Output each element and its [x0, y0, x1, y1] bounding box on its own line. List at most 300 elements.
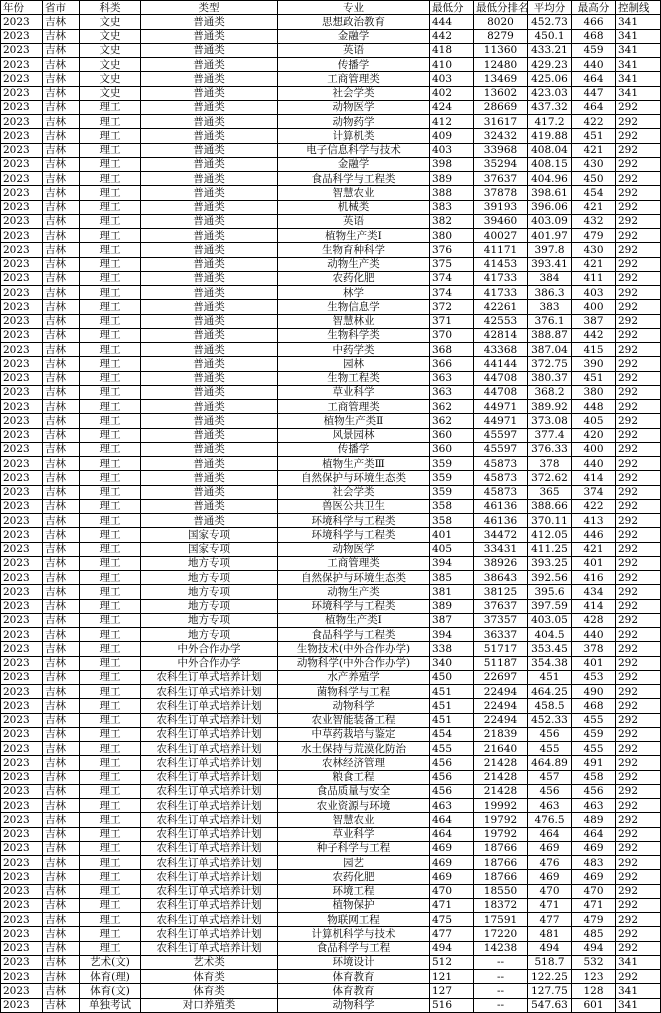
- col-year: 2023: [1, 556, 43, 570]
- col-control-line: 292: [616, 499, 661, 513]
- col-subject: 文史: [80, 29, 141, 43]
- col-avg-score: 476.5: [528, 813, 572, 827]
- col-year: 2023: [1, 442, 43, 456]
- col-avg-score: 469: [528, 870, 572, 884]
- col-subject: 体育(文): [80, 984, 141, 998]
- col-control-line: 292: [616, 571, 661, 585]
- col-year: 2023: [1, 756, 43, 770]
- col-province: 吉林: [43, 385, 80, 399]
- col-min-score: 463: [430, 799, 474, 813]
- col-subject: 理工: [80, 799, 141, 813]
- col-avg-score: 378: [528, 457, 572, 471]
- col-max-score: 450: [572, 172, 616, 186]
- col-control-line: 292: [616, 400, 661, 414]
- col-year: 2023: [1, 898, 43, 912]
- col-type: 农科生订单式培养计划: [141, 727, 278, 741]
- col-min-score: 387: [430, 613, 474, 627]
- col-control-line: 292: [616, 100, 661, 114]
- col-province: 吉林: [43, 799, 80, 813]
- col-avg-score: 412.05: [528, 528, 572, 542]
- table-row: [1, 300, 661, 314]
- col-type: 普通类: [141, 257, 278, 271]
- col-min-score: 375: [430, 257, 474, 271]
- col-major: 动物生产类: [278, 257, 430, 271]
- col-control-line: 292: [616, 157, 661, 171]
- col-control-line: 292: [616, 286, 661, 300]
- col-province: 吉林: [43, 129, 80, 143]
- col-province: 吉林: [43, 656, 80, 670]
- col-subject: 理工: [80, 898, 141, 912]
- col-type: 普通类: [141, 442, 278, 456]
- table-row: [1, 514, 661, 528]
- col-control-line: 341: [616, 15, 661, 29]
- table-row: [1, 485, 661, 499]
- col-max-score: 434: [572, 585, 616, 599]
- col-min-score: 451: [430, 699, 474, 713]
- col-subject: 理工: [80, 286, 141, 300]
- table-row: [1, 72, 661, 86]
- col-min-score: 394: [430, 556, 474, 570]
- col-control-line: 292: [616, 827, 661, 841]
- col-max-score: 447: [572, 86, 616, 100]
- table-row: [1, 29, 661, 43]
- col-max-score: 446: [572, 528, 616, 542]
- col-major: 食品科学与工程类: [278, 628, 430, 642]
- col-min-rank: 45597: [474, 442, 528, 456]
- col-avg-score: 411.25: [528, 542, 572, 556]
- col-year: 2023: [1, 400, 43, 414]
- col-major: 计算机类: [278, 129, 430, 143]
- table-row: [1, 799, 661, 813]
- col-major: 社会学类: [278, 86, 430, 100]
- col-max-score: 374: [572, 485, 616, 499]
- col-major: 中药学类: [278, 343, 430, 357]
- table-row: [1, 955, 661, 969]
- col-subject: 理工: [80, 870, 141, 884]
- col-type: 地方专项: [141, 628, 278, 642]
- col-year: 2023: [1, 271, 43, 285]
- col-province: 吉林: [43, 314, 80, 328]
- table-row: [1, 257, 661, 271]
- table-row: [1, 998, 661, 1012]
- col-year: 2023: [1, 856, 43, 870]
- col-min-rank: 45873: [474, 485, 528, 499]
- col-min-score: 410: [430, 58, 474, 72]
- col-major: 生物工程类: [278, 371, 430, 385]
- col-avg-score: 388.87: [528, 328, 572, 342]
- col-control-line: 292: [616, 685, 661, 699]
- col-year: 2023: [1, 314, 43, 328]
- col-avg-score: 373.08: [528, 414, 572, 428]
- col-avg-score: 476: [528, 856, 572, 870]
- col-max-score: 466: [572, 15, 616, 29]
- col-min-rank: 21428: [474, 770, 528, 784]
- col-year: 2023: [1, 499, 43, 513]
- table-row: [1, 43, 661, 57]
- col-province: 吉林: [43, 955, 80, 969]
- header-min-score: 最低分: [430, 1, 474, 15]
- col-major: 自然保护与环境生态类: [278, 571, 430, 585]
- col-major: 植物生产类Ⅲ: [278, 457, 430, 471]
- col-min-score: 477: [430, 927, 474, 941]
- col-major: 动物科学(中外合作办学): [278, 656, 430, 670]
- table-row: [1, 727, 661, 741]
- col-control-line: 292: [616, 485, 661, 499]
- col-avg-score: 392.56: [528, 571, 572, 585]
- col-major: 植物生产类Ⅰ: [278, 229, 430, 243]
- col-province: 吉林: [43, 941, 80, 955]
- col-min-rank: 45873: [474, 457, 528, 471]
- col-min-rank: 38643: [474, 571, 528, 585]
- col-type: 普通类: [141, 499, 278, 513]
- col-control-line: 292: [616, 556, 661, 570]
- col-major: 环境科学与工程类: [278, 514, 430, 528]
- col-type: 普通类: [141, 214, 278, 228]
- col-max-score: 479: [572, 229, 616, 243]
- col-avg-score: 470: [528, 884, 572, 898]
- col-min-score: 401: [430, 528, 474, 542]
- col-control-line: 292: [616, 385, 661, 399]
- col-province: 吉林: [43, 670, 80, 684]
- col-type: 普通类: [141, 15, 278, 29]
- col-max-score: 400: [572, 442, 616, 456]
- col-min-rank: 45873: [474, 471, 528, 485]
- col-avg-score: 396.06: [528, 200, 572, 214]
- col-min-score: 398: [430, 157, 474, 171]
- col-max-score: 459: [572, 727, 616, 741]
- col-avg-score: 368.2: [528, 385, 572, 399]
- col-type: 普通类: [141, 400, 278, 414]
- col-major: 电子信息科学与技术: [278, 143, 430, 157]
- col-min-score: 372: [430, 300, 474, 314]
- table-row: [1, 756, 661, 770]
- col-province: 吉林: [43, 556, 80, 570]
- col-avg-score: 452.33: [528, 713, 572, 727]
- col-avg-score: 383: [528, 300, 572, 314]
- col-type: 农科生订单式培养计划: [141, 913, 278, 927]
- col-type: 普通类: [141, 243, 278, 257]
- col-min-score: 475: [430, 913, 474, 927]
- col-control-line: 292: [616, 514, 661, 528]
- col-max-score: 471: [572, 898, 616, 912]
- col-min-rank: 13602: [474, 86, 528, 100]
- col-major: 工商管理类: [278, 556, 430, 570]
- col-major: 体育教育: [278, 970, 430, 984]
- col-min-rank: 8279: [474, 29, 528, 43]
- table-row: [1, 556, 661, 570]
- col-year: 2023: [1, 243, 43, 257]
- col-control-line: 292: [616, 343, 661, 357]
- col-min-rank: 34472: [474, 528, 528, 542]
- col-province: 吉林: [43, 286, 80, 300]
- col-year: 2023: [1, 485, 43, 499]
- col-min-rank: 19992: [474, 799, 528, 813]
- table-row: [1, 713, 661, 727]
- col-year: 2023: [1, 143, 43, 157]
- col-min-score: 455: [430, 742, 474, 756]
- col-major: 农业智能装备工程: [278, 713, 430, 727]
- col-subject: 理工: [80, 571, 141, 585]
- col-subject: 理工: [80, 642, 141, 656]
- col-min-rank: 35294: [474, 157, 528, 171]
- header-subject: 科类: [80, 1, 141, 15]
- col-min-score: 402: [430, 86, 474, 100]
- col-type: 普通类: [141, 471, 278, 485]
- table-row: [1, 585, 661, 599]
- col-subject: 文史: [80, 15, 141, 29]
- col-min-score: 383: [430, 200, 474, 214]
- col-type: 普通类: [141, 514, 278, 528]
- table-row: [1, 58, 661, 72]
- col-year: 2023: [1, 585, 43, 599]
- table-row: [1, 186, 661, 200]
- col-min-rank: 31617: [474, 115, 528, 129]
- col-year: 2023: [1, 186, 43, 200]
- col-province: 吉林: [43, 100, 80, 114]
- col-type: 普通类: [141, 300, 278, 314]
- col-year: 2023: [1, 286, 43, 300]
- col-major: 动物医学: [278, 542, 430, 556]
- col-control-line: 292: [616, 784, 661, 798]
- col-avg-score: 547.63: [528, 998, 572, 1012]
- col-min-rank: 44144: [474, 357, 528, 371]
- col-major: 自然保护与环境生态类: [278, 471, 430, 485]
- col-max-score: 494: [572, 941, 616, 955]
- col-subject: 理工: [80, 628, 141, 642]
- header-province: 省市: [43, 1, 80, 15]
- col-province: 吉林: [43, 898, 80, 912]
- col-min-rank: 21428: [474, 784, 528, 798]
- col-control-line: 292: [616, 941, 661, 955]
- col-major: 水土保持与荒漠化防治: [278, 742, 430, 756]
- col-max-score: 456: [572, 784, 616, 798]
- col-control-line: 341: [616, 955, 661, 969]
- col-subject: 理工: [80, 542, 141, 556]
- table-row: [1, 870, 661, 884]
- col-subject: 理工: [80, 257, 141, 271]
- col-major: 植物生产类Ⅱ: [278, 414, 430, 428]
- col-year: 2023: [1, 998, 43, 1012]
- table-row: [1, 571, 661, 585]
- col-type: 普通类: [141, 428, 278, 442]
- col-province: 吉林: [43, 157, 80, 171]
- col-type: 普通类: [141, 229, 278, 243]
- col-year: 2023: [1, 514, 43, 528]
- col-avg-score: 494: [528, 941, 572, 955]
- col-min-score: 127: [430, 984, 474, 998]
- col-avg-score: 404.5: [528, 628, 572, 642]
- col-max-score: 430: [572, 157, 616, 171]
- col-year: 2023: [1, 813, 43, 827]
- col-year: 2023: [1, 129, 43, 143]
- table-row: [1, 271, 661, 285]
- col-control-line: 292: [616, 585, 661, 599]
- col-control-line: 292: [616, 727, 661, 741]
- table-row: [1, 442, 661, 456]
- col-min-rank: 41171: [474, 243, 528, 257]
- col-min-rank: 38125: [474, 585, 528, 599]
- col-avg-score: 408.04: [528, 143, 572, 157]
- table-row: [1, 371, 661, 385]
- col-major: 社会学类: [278, 485, 430, 499]
- col-type: 农科生订单式培养计划: [141, 827, 278, 841]
- table-row: [1, 742, 661, 756]
- col-type: 对口养殖类: [141, 998, 278, 1012]
- col-year: 2023: [1, 300, 43, 314]
- col-subject: 理工: [80, 756, 141, 770]
- col-province: 吉林: [43, 585, 80, 599]
- col-avg-score: 477: [528, 913, 572, 927]
- col-type: 普通类: [141, 200, 278, 214]
- col-min-rank: 18372: [474, 898, 528, 912]
- col-subject: 理工: [80, 400, 141, 414]
- col-min-score: 454: [430, 727, 474, 741]
- col-avg-score: 398.61: [528, 186, 572, 200]
- col-major: 园林: [278, 357, 430, 371]
- col-year: 2023: [1, 699, 43, 713]
- col-min-rank: 41733: [474, 286, 528, 300]
- col-max-score: 601: [572, 998, 616, 1012]
- col-max-score: 454: [572, 186, 616, 200]
- table-row: [1, 214, 661, 228]
- col-year: 2023: [1, 799, 43, 813]
- col-major: 思想政治教育: [278, 15, 430, 29]
- col-avg-score: 433.21: [528, 43, 572, 57]
- col-max-score: 464: [572, 827, 616, 841]
- col-subject: 理工: [80, 813, 141, 827]
- col-min-rank: 37637: [474, 172, 528, 186]
- table-row: [1, 15, 661, 29]
- col-min-rank: 18766: [474, 841, 528, 855]
- col-avg-score: 458.5: [528, 699, 572, 713]
- col-year: 2023: [1, 841, 43, 855]
- col-min-rank: 42553: [474, 314, 528, 328]
- col-subject: 理工: [80, 599, 141, 613]
- col-avg-score: 425.06: [528, 72, 572, 86]
- col-subject: 理工: [80, 157, 141, 171]
- col-subject: 理工: [80, 685, 141, 699]
- col-subject: 单独考试: [80, 998, 141, 1012]
- table-row: [1, 984, 661, 998]
- col-min-score: 359: [430, 485, 474, 499]
- col-max-score: 451: [572, 371, 616, 385]
- col-year: 2023: [1, 229, 43, 243]
- col-min-rank: 12480: [474, 58, 528, 72]
- col-max-score: 415: [572, 343, 616, 357]
- col-min-rank: 37878: [474, 186, 528, 200]
- col-max-score: 490: [572, 685, 616, 699]
- col-subject: 理工: [80, 100, 141, 114]
- col-avg-score: 423.03: [528, 86, 572, 100]
- col-max-score: 432: [572, 214, 616, 228]
- col-year: 2023: [1, 86, 43, 100]
- col-control-line: 292: [616, 214, 661, 228]
- col-year: 2023: [1, 870, 43, 884]
- col-subject: 理工: [80, 343, 141, 357]
- col-province: 吉林: [43, 841, 80, 855]
- col-max-score: 403: [572, 286, 616, 300]
- col-subject: 理工: [80, 856, 141, 870]
- col-major: 工商管理类: [278, 72, 430, 86]
- col-min-score: 403: [430, 72, 474, 86]
- col-major: 环境科学与工程类: [278, 599, 430, 613]
- col-control-line: 292: [616, 927, 661, 941]
- col-control-line: 292: [616, 300, 661, 314]
- col-min-score: 366: [430, 357, 474, 371]
- col-max-score: 491: [572, 756, 616, 770]
- col-province: 吉林: [43, 58, 80, 72]
- col-avg-score: 384: [528, 271, 572, 285]
- col-max-score: 440: [572, 58, 616, 72]
- col-avg-score: 403.09: [528, 214, 572, 228]
- col-type: 中外合作办学: [141, 642, 278, 656]
- col-province: 吉林: [43, 856, 80, 870]
- col-type: 普通类: [141, 414, 278, 428]
- col-min-rank: 44971: [474, 400, 528, 414]
- col-control-line: 292: [616, 970, 661, 984]
- col-min-score: 456: [430, 770, 474, 784]
- col-min-rank: 17220: [474, 927, 528, 941]
- col-min-score: 368: [430, 343, 474, 357]
- col-year: 2023: [1, 742, 43, 756]
- header-control-line: 控制线: [616, 1, 661, 15]
- col-type: 普通类: [141, 371, 278, 385]
- header-avg-score: 平均分: [528, 1, 572, 15]
- col-min-score: 389: [430, 172, 474, 186]
- col-type: 普通类: [141, 143, 278, 157]
- col-subject: 理工: [80, 143, 141, 157]
- col-year: 2023: [1, 157, 43, 171]
- col-avg-score: 397.59: [528, 599, 572, 613]
- table-row: [1, 927, 661, 941]
- col-min-score: 469: [430, 870, 474, 884]
- col-control-line: 292: [616, 756, 661, 770]
- col-province: 吉林: [43, 998, 80, 1012]
- col-control-line: 292: [616, 642, 661, 656]
- col-max-score: 387: [572, 314, 616, 328]
- col-control-line: 292: [616, 357, 661, 371]
- col-year: 2023: [1, 428, 43, 442]
- col-type: 农科生订单式培养计划: [141, 784, 278, 798]
- col-min-score: 469: [430, 856, 474, 870]
- col-type: 普通类: [141, 286, 278, 300]
- col-max-score: 458: [572, 770, 616, 784]
- col-subject: 理工: [80, 913, 141, 927]
- col-avg-score: 457: [528, 770, 572, 784]
- col-major: 林学: [278, 286, 430, 300]
- col-max-score: 451: [572, 129, 616, 143]
- table-row: [1, 100, 661, 114]
- col-min-rank: 19792: [474, 813, 528, 827]
- col-max-score: 401: [572, 656, 616, 670]
- col-avg-score: 388.66: [528, 499, 572, 513]
- col-avg-score: 353.45: [528, 642, 572, 656]
- col-min-score: 464: [430, 827, 474, 841]
- col-year: 2023: [1, 955, 43, 969]
- col-control-line: 292: [616, 813, 661, 827]
- col-year: 2023: [1, 58, 43, 72]
- col-avg-score: 372.75: [528, 357, 572, 371]
- col-subject: 理工: [80, 172, 141, 186]
- col-subject: 理工: [80, 229, 141, 243]
- col-province: 吉林: [43, 870, 80, 884]
- col-province: 吉林: [43, 685, 80, 699]
- col-subject: 理工: [80, 742, 141, 756]
- col-max-score: 390: [572, 357, 616, 371]
- col-major: 水产养殖学: [278, 670, 430, 684]
- col-max-score: 448: [572, 400, 616, 414]
- col-min-score: 456: [430, 756, 474, 770]
